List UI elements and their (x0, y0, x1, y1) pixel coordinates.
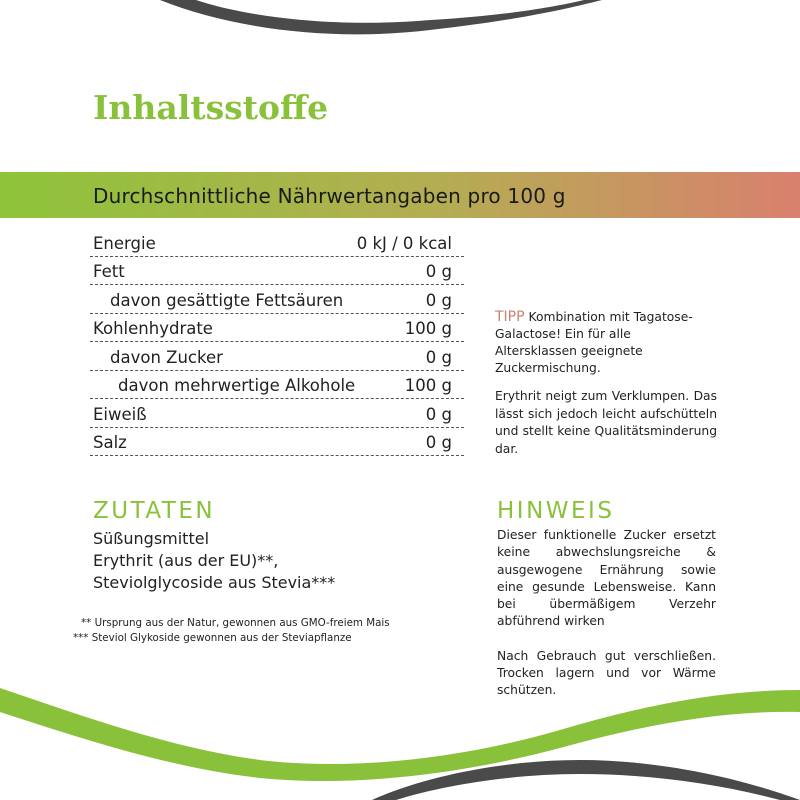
zutaten-heading: ZUTATEN (93, 498, 216, 524)
top-dark-arc (160, 0, 602, 34)
hinweis-text (497, 527, 716, 717)
nutrition-row (90, 428, 464, 457)
nutrition-value: 0 g (425, 347, 452, 367)
nutrition-value: 100 g (404, 319, 452, 338)
nutrition-row (90, 342, 464, 371)
nutrition-label: Eiweiß (93, 404, 147, 424)
tipp-note (495, 309, 715, 377)
nutrition-table (90, 228, 464, 456)
nutrition-row (90, 371, 464, 400)
nutrition-value: 0 g (425, 262, 452, 281)
nutrition-value: 100 g (404, 376, 452, 395)
erythrit-note: Erythrit neigt zum Verklumpen. Das lässt sich jedoch leicht aufschütteln und stellt keine Qualitätsminderung dar. (495, 389, 717, 456)
nutrition-label: Kohlenhydrate (93, 319, 213, 338)
nutrition-row (90, 228, 464, 257)
footnote: *** Steviol Glykoside gewonnen aus der Steviapflanze (73, 632, 352, 644)
nutrition-label: davon mehrwertige Alkohole (118, 376, 356, 395)
nutrition-label: Fett (93, 262, 125, 281)
nutrition-label: Salz (93, 433, 127, 452)
footnotes (73, 616, 390, 646)
nutrition-value: 0 g (425, 433, 452, 452)
tipp-keyword: TIPP (495, 309, 525, 325)
nutrition-row (90, 285, 464, 314)
hinweis-heading: HINWEIS (497, 498, 615, 524)
nutrition-label: Energie (93, 233, 156, 253)
nutrition-row (90, 314, 464, 343)
nutrition-label: davon gesättigte Fettsäuren (110, 290, 344, 310)
nutrition-row (90, 257, 464, 286)
zutaten-line: Erythrit (aus der EU)**, (93, 551, 279, 570)
zutaten-list (93, 528, 335, 594)
nutrition-value: 0 g (425, 404, 452, 424)
nutrition-label: davon Zucker (110, 347, 223, 367)
nutrition-row (90, 399, 464, 428)
tipp-text: Kombination mit Tagatose-Galactose! Ein für alle Altersklassen geeignete Zuckermischung. (495, 310, 693, 375)
hinweis-paragraph: Dieser funktionelle Zucker ersetzt keine abwechslungsreiche & ausgewogene Ernährung sowie eine gesunde Lebensweise. Kann bei übermäßigem Verzehr abführend wirken (497, 528, 716, 629)
nutrition-value: 0 kJ / 0 kcal (356, 233, 452, 253)
zutaten-line: Steviolglycoside aus Stevia*** (93, 573, 336, 592)
hinweis-paragraph: Nach Gebrauch gut verschließen. Trocken lagern und vor Wärme schützen. (497, 648, 716, 698)
nutrition-value: 0 g (425, 290, 452, 310)
nutrition-header-text: Durchschnittliche Nährwertangaben pro 100 g (93, 184, 566, 208)
page-title: Inhaltsstoffe (93, 88, 329, 127)
zutaten-line: Süßungsmittel (93, 529, 210, 548)
footnote: ** Ursprung aus der Natur, gewonnen aus GMO-freiem Mais (81, 617, 390, 629)
